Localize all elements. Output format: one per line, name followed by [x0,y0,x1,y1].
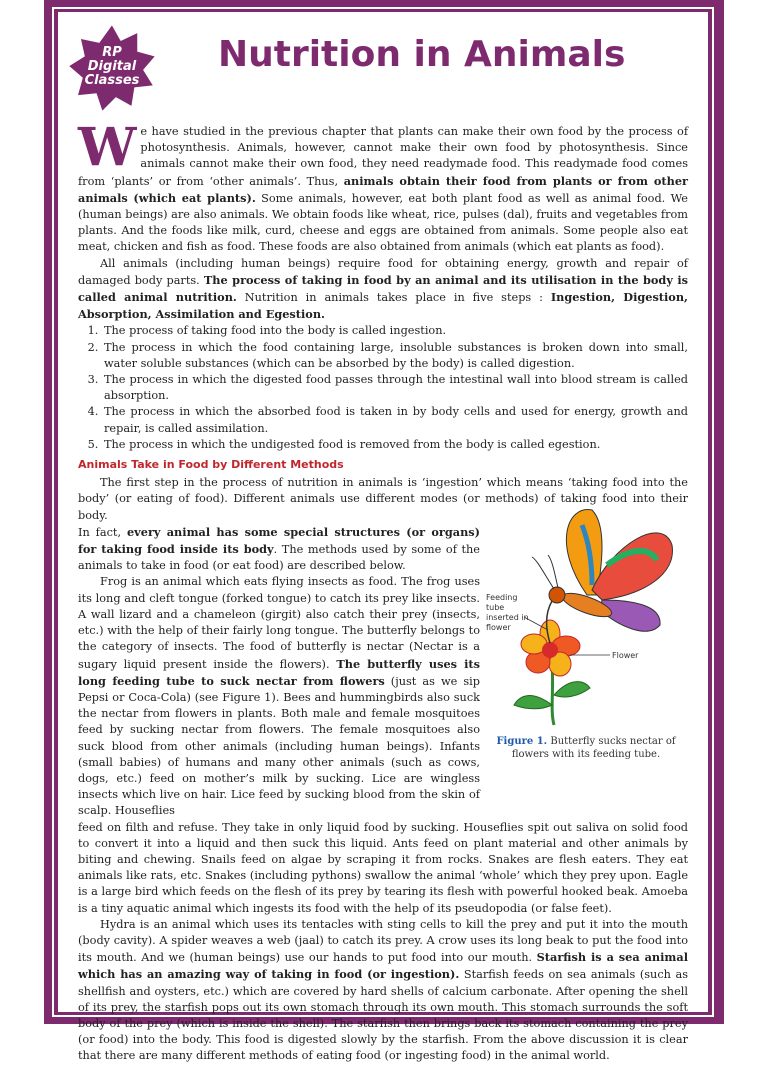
caption-text: Butterfly sucks nectar of flowers with its feeding tube. [511,736,676,760]
intro-p2-bold: The process of taking in food by an animal and its utilisation in the body is called animal nutrition. [78,272,688,305]
intro-p2-b: Nutrition in animals takes place in five steps : [236,291,551,305]
section-p2-a: In fact, [78,525,127,539]
intro-paragraph [78,117,688,256]
list-item: 1. The process of taking food into the body is called ingestion. [102,323,688,339]
section-p3-bold: The butterfly uses its long feeding tube to suck nectar from flowers [78,656,480,688]
intro-p2-bold2: Ingestion, Digestion, Absorption, Assimilation and Egestion. [78,290,688,322]
drop-cap: W [78,117,137,178]
intro-p2-a: All animals (including human beings) require food for obtaining energy, growth and repair of damaged body parts. [78,256,688,287]
section-p2-bold: every animal has some special structures (or organs) for taking food inside its body [78,524,480,557]
houseflies-paragraph: feed on filth and refuse. They take in only liquid food by sucking. Houseflies spit out saliva on solid food to convert it into a liquid and then suck this liquid. Ants feed on plant material and other animals by biting and chewing. Snails feed on algae by scraping it from rocks. Snakes are flesh eaters. They eat animals like rats, etc. Snakes (including pythons) swallow the animal ‘whole’ which they prey upon. Eagle is a large bird which feeds on the flesh of its prey by tearing its flesh with powerful hooked beak. Amoeba is a tiny aquatic animal which ingests its food with the help of its pseudopodia (or false feet). [78,820,688,915]
intro-p1-bold: animals obtain their food from plants or from other animals (which eat plants). [78,173,688,205]
section-p4-bold: Starfish is a sea animal which has an amazing way of taking in food (or ingestion). [78,950,688,982]
nutrition-paragraph [78,256,688,324]
badge-line2: Digital [87,59,137,74]
frog-paragraph [78,574,480,819]
intro-p1-a: e have studied in the previous chapter that plants can make their own food by the process of photosynthesis. Animals, however, cannot make their own food by photosynthesis. Since animals cannot make their own food, they need readymade food. This readymade food comes from ‘plants’ or from ‘other animals’. Thus, [78,125,688,188]
badge-text [66,46,158,88]
ingestion-paragraph: The first step in the process of nutrition in animals is ‘ingestion’ which means ‘taking food into the body’ (or eating of food). Different animals use different modes (or methods) of taking food into their body. [78,476,688,522]
section-p2-b: . The methods used by some of the animals to take in food (or eat food) are described below. [78,543,480,573]
steps-list [78,323,688,453]
badge-line3: Classes [84,73,140,88]
section-p4-a: Hydra is an animal which uses its tentacles with sting cells to kill the prey and put it into the mouth (body cavity). A spider weaves a web (jaal) to catch its prey. A crow uses its long beak to put the food into its mouth. And we (human beings) use our hands to put food into our mouth. [78,917,688,965]
hydra-paragraph [78,917,688,1065]
page-title: Nutrition in Animals [218,34,626,75]
list-item: 2. The process in which the food containing large, insoluble substances is broken down into small, water soluble substances (which can be absorbed by the body) is called digestion. [102,340,688,372]
section-heading: Animals Take in Food by Different Methods [78,458,344,472]
structures-paragraph [78,524,480,575]
wrapped-column [78,524,480,820]
list-item: 3. The process in which the digested food passes through the intestinal wall into blood stream is called absorption. [102,372,688,404]
list-item: 4. The process in which the absorbed food is taken in by body cells and used for energy, growth and repair, is called assimilation. [102,404,688,436]
butterfly-illustration [482,505,688,767]
intro-p1-b: Some animals, however, eat both plant food as well as animal food. We (human beings) are also animals. We obtain foods like wheat, rice, pulses (dal), fruits and vegetables from plants. And the foods like milk, curd, cheese and eggs are obtained from animals. Some people also eat meat, chicken and fish as food. These foods are also obtained from animals (which eat plants as food). [78,191,688,254]
badge-line1: RP [102,45,122,60]
label-flower: Flower [612,651,639,660]
caption-label: Figure 1. [496,736,548,747]
section-p3-a: Frog is an animal which eats flying insects as food. The frog uses its long and cleft tongue (forked tongue) to catch its prey like insects. A wall lizard and a chameleon (girgit) also catch their prey (insects, etc.) with the help of their fairly long tongue. The butterfly belongs to the category of insects. The food of butterfly is nectar (Nectar is a sugary liquid present inside the flowers). [78,575,480,671]
list-item: 5. The process in which the undigested food is removed from the body is called egestion. [102,437,688,453]
section-p3-b: (just as we sip Pepsi or Coca-Cola) (see Figure 1). Bees and hummingbirds also suck the nectar from flowers in plants. Both male and female mosquitoes feed by sucking nectar from flowers. The female mosquitoes also suck blood from other animals (including human beings). Infants (small babies) of humans and many other animals (such as cows, dogs, etc.) feed on mother’s milk by sucking. Lice are wingless insects which live on hair. Lice feed by sucking blood from the skin of scalp. Houseflies [78,674,480,818]
figure-caption [486,735,686,761]
section-p4-b: Starfish feeds on sea animals (such as shellfish and oysters, etc.) which are covered by hard shells of calcium carbonate. After opening the shell of its prey, the starfish pops out its own stomach through its own mouth. This stomach surrounds the soft body of the prey (which is inside the shell). The starfish then brings back its stomach containing the prey (or food) into the body. This food is digested slowly by the starfish. From the above discussion it is clear that there are many different methods of eating food (or ingesting food) in the animal world. [78,968,688,1063]
label-feeding-tube: Feeding tube inserted in flower [486,593,529,632]
